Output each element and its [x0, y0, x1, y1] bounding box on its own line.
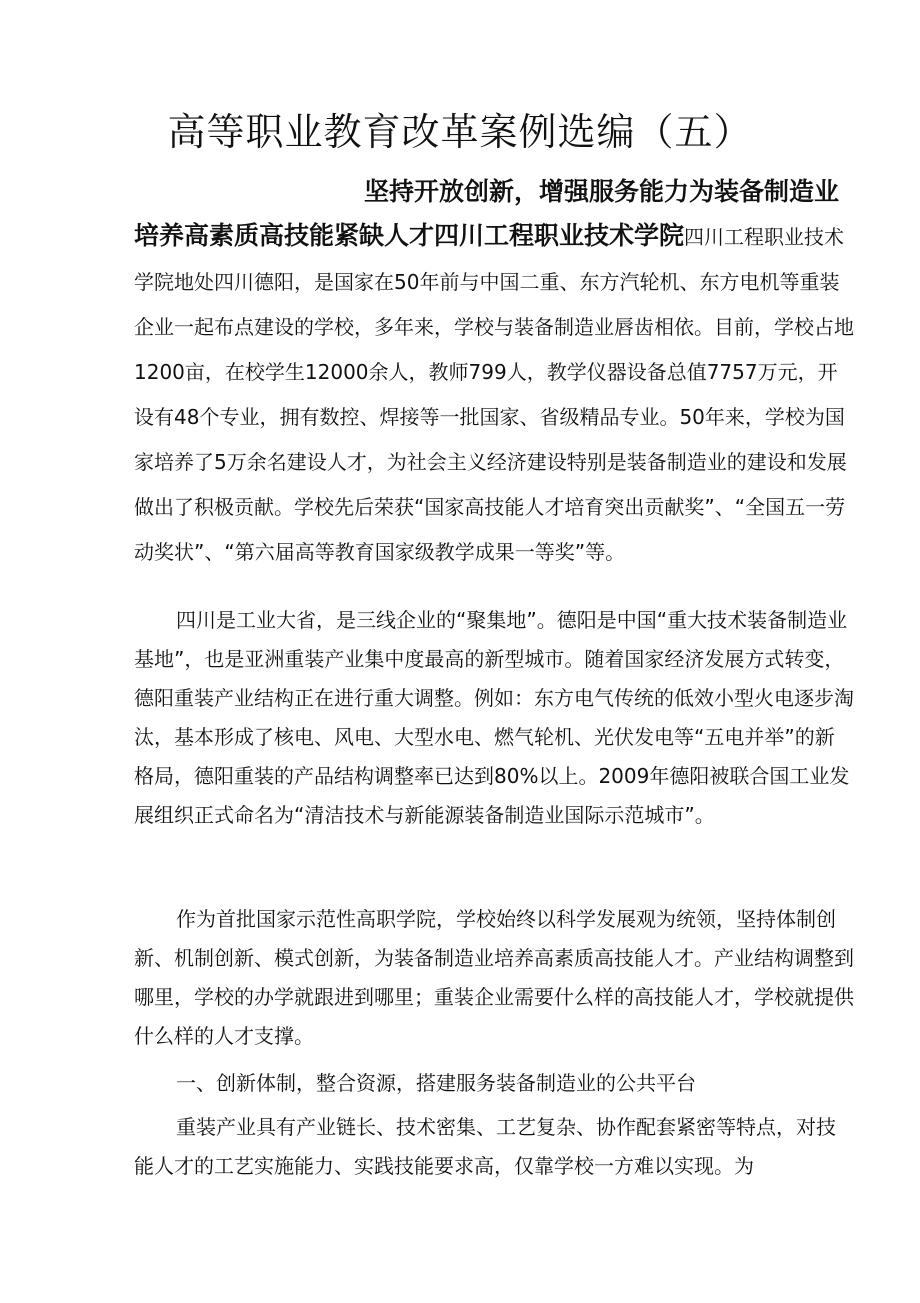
- paragraph-3: 作为首批国家示范性高职学院，学校始终以科学发展观为统领，坚持体制创新、机制创新、模式创新，为装备制造业培养高素质高技能人才。产业结构调整到哪里，学校的办学就跟进到哪里；重装企业需要什么样的高技能人才，学校就提供什么样的人才支撑。: [134, 907, 854, 1048]
- intro-text: 四川工程职业技术学院地处四川德阳，是国家在50年前与中国二重、东方汽轮机、东方电机等重装企业一起布点建设的学校，多年来，学校与装备制造业唇齿相依。目前，学校占地1200亩，在校学生12000余人，教师799人，教学仪器设备总值7757万元，开设有48个专业，拥有数控、焊接等一批国家、省级精品专业。50年来，学校为国家培养了5万余名建设人才，为社会主义经济建设特别是装备制造业的建设和发展做出了积极贡献。学校先后荣获“国家高技能人才培育突出贡献奖”、“全国五一劳动奖状”、“第六届高等教育国家级教学成果一等奖”等。: [134, 225, 854, 564]
- document-title: 高等职业教育改革案例选编（五）: [167, 110, 753, 154]
- subtitle-text: 坚持开放创新，增强服务能力为装备制造业培养高素质高技能紧缺人才四川工程职业技术学院: [134, 177, 840, 250]
- document-subtitle: [134, 170, 854, 574]
- paragraph-2: 四川是工业大省，是三线企业的“聚集地”。德阳是中国“重大技术装备制造业基地”，也是亚洲重装产业集中度最高的新型城市。随着国家经济发展方式转变，德阳重装产业结构正在进行重大调整。例如：东方电气传统的低效小型火电逐步淘汰，基本形成了核电、风电、大型水电、燃气轮机、光伏发电等“五电并举”的新格局，德阳重装的产品结构调整率已达到80%以上。2009年德阳被联合国工业发展组织正式命名为“清洁技术与新能源装备制造业国际示范城市”。: [134, 608, 854, 827]
- section-heading-1: 一、创新体制，整合资源，搭建服务装备制造业的公共平台: [176, 1071, 696, 1095]
- paragraph-4: 重装产业具有产业链长、技术密集、工艺复杂、协作配套紧密等特点，对技能人才的工艺实施能力、实践技能要求高，仅靠学校一方难以实现。为: [134, 1115, 836, 1178]
